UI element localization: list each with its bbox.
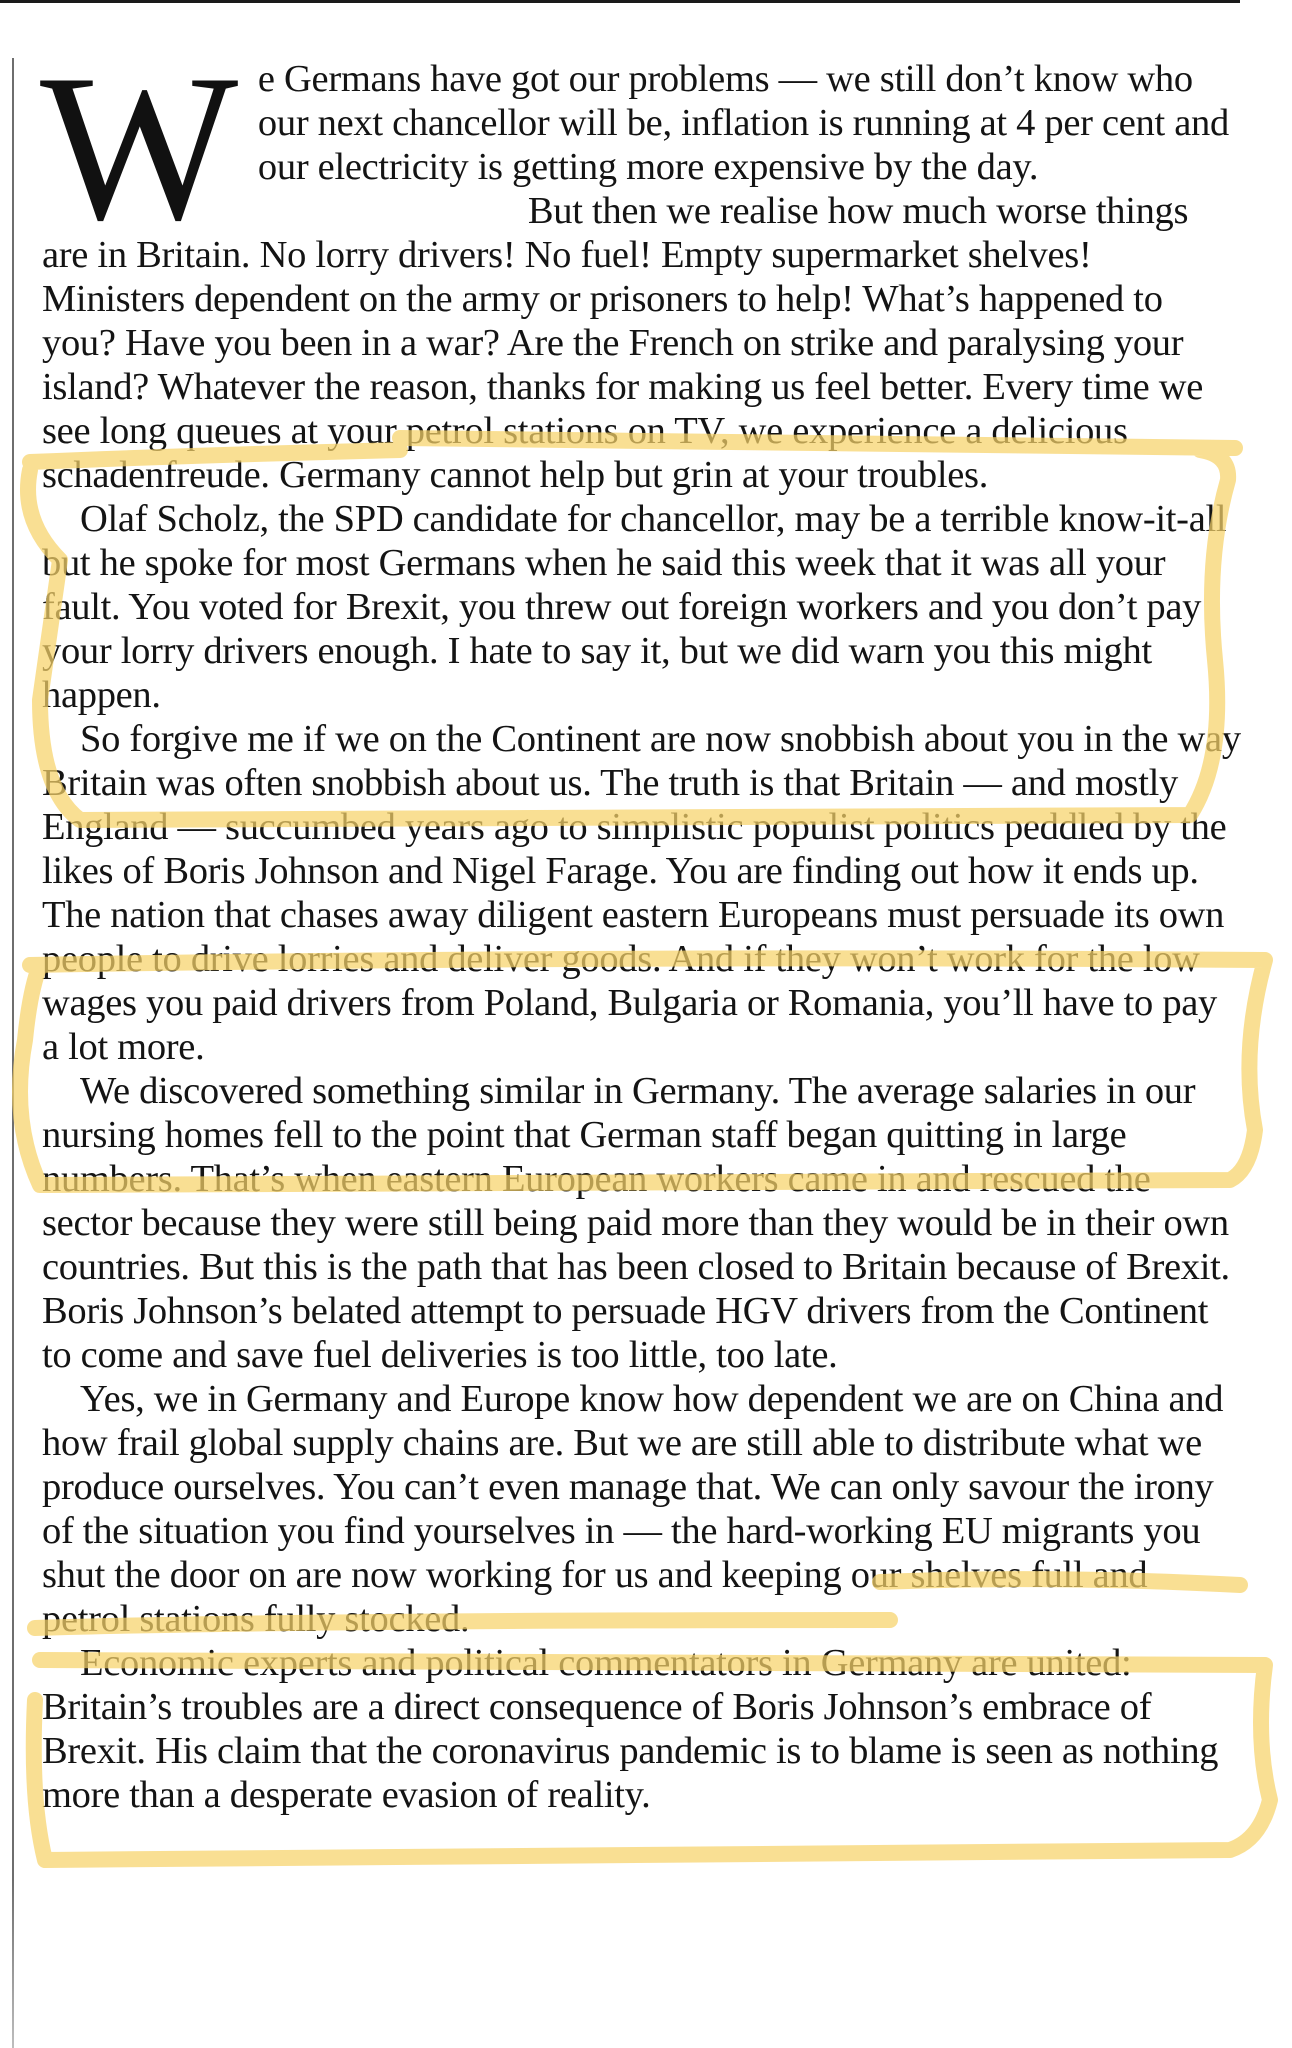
paragraph-4: So forgive me if we on the Continent are now snobbish about you in the way Britain was often snobbish about us. The truth is that Britain — and mostly England — succumbed years ago to simplistic populist politics peddled by the likes of Boris Johnson and Nigel Farage. You are finding out how it ends up. The nation that chases away diligent eastern Europeans must persuade its own people to drive lorries and deliver goods. And if they won’t work for the low wages you paid drivers from Poland, Bulgaria or Romania, you’ll have to pay a lot more. [42, 718, 1241, 1068]
drop-cap: W [40, 32, 238, 264]
paragraph-7: Economic experts and political commentators in Germany are united: Britain’s troubles are a direct consequence of Boris Johnson’s embrace of Brexit. His claim that the coronavirus pandemic is to blame is seen as nothing more than a desperate evasion of reality. [42, 1642, 1219, 1816]
top-rule [0, 0, 1240, 3]
paragraph-3: Olaf Scholz, the SPD candidate for chancellor, may be a terrible know-it-all but he spoke for most Germans when he said this week that it was all your fault. You voted for Brexit, you threw out foreign workers and you don’t pay your lorry drivers enough. I hate to say it, but we did warn you this might happen. [42, 498, 1227, 716]
paragraph-1: e Germans have got our problems — we still don’t know who our next chancellor will be, inflation is running at 4 per cent and our electricity is getting more expensive by the day. [257, 58, 1229, 188]
paragraph-5: We discovered something similar in Germany. The average salaries in our nursing homes fell to the point that German staff began quitting in large numbers. That’s when eastern European workers came in and rescued the sector because they were still being paid more than they would be in their own countries. But this is the path that has been closed to Britain because of Brexit. Boris Johnson’s belated attempt to persuade HGV drivers from the Continent to come and save fuel deliveries is too little, too late. [42, 1070, 1230, 1376]
paragraph-6: Yes, we in Germany and Europe know how dependent we are on China and how frail global supply chains are. But we are still able to distribute what we produce ourselves. You can’t even manage that. We can only savour the irony of the situation you find yourselves in — the hard-working EU migrants you shut the door on are now working for us and keeping our shelves full and petrol stations fully stocked. [42, 1378, 1224, 1640]
column-rule [12, 58, 14, 2048]
bottom-fade [0, 1880, 1292, 2048]
article-body [40, 32, 1242, 1817]
paragraph-2: But then we realise how much worse things are in Britain. No lorry drivers! No fuel! Empty supermarket shelves! Ministers dependent on the army or prisoners to help! What’s happened to you? Have you been in a war? Are the French on strike and paralysing your island? Whatever the reason, thanks for making us feel better. Every time we see long queues at your petrol stations on TV, we experience a delicious schadenfreude. Germany cannot help but grin at your troubles. [42, 190, 1204, 496]
